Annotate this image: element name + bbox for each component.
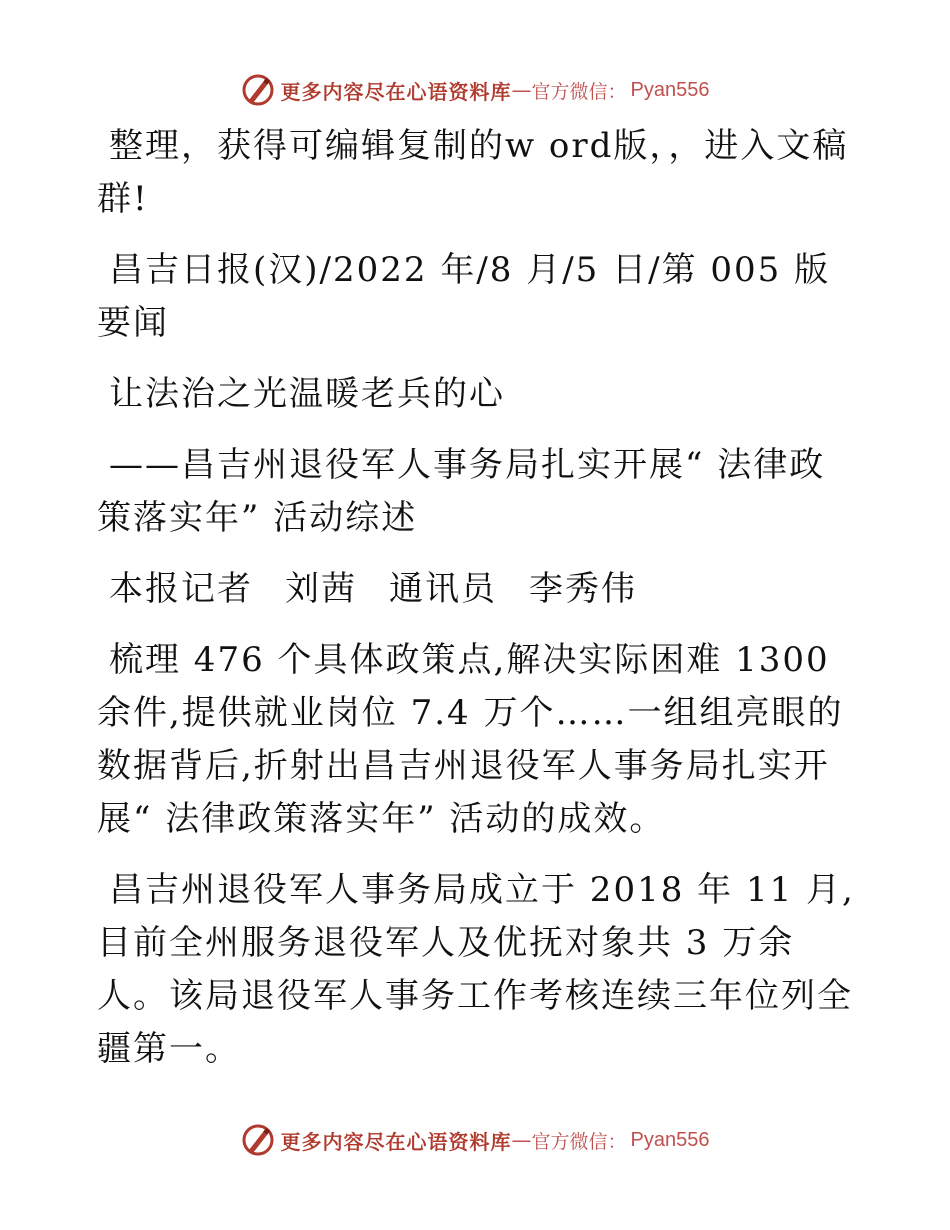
banner-wechat-id: Pyan556: [630, 1128, 710, 1151]
byline-reporter-label: 本报记者: [109, 569, 253, 609]
banner-separator: —: [511, 78, 532, 102]
source-line: 昌吉日报(汉)/2022 年/8 月/5 日/第 005 版要闻: [97, 250, 831, 343]
article-subheadline: ——昌吉州退役军人事务局扎实开展“ 法律政策落实年” 活动综述: [97, 445, 826, 538]
body-paragraph: 梳理 476 个具体政策点,解决实际困难 1300 余件,提供就业岗位 7.4 万个……一组组亮眼的数据背后,折射出昌吉州退役军人事务局扎实开展“ 法律政策落实年” 活动的成效。: [97, 640, 844, 839]
banner-separator: —: [511, 1128, 532, 1152]
article-body: [97, 120, 857, 1094]
header-banner: [0, 70, 950, 110]
footer-banner: [0, 1120, 950, 1160]
pen-logo-icon: [241, 1123, 275, 1157]
banner-title: 更多内容尽在心语资料库: [280, 79, 512, 104]
byline-correspondent-name: 李秀伟: [529, 569, 637, 609]
byline-reporter-name: 刘茜: [285, 569, 357, 609]
banner-wechat-label: 官方微信：: [531, 80, 627, 103]
article-headline: 让法治之光温暖老兵的心: [109, 374, 505, 414]
banner-wechat-id: Pyan556: [630, 78, 710, 101]
banner-title: 更多内容尽在心语资料库: [280, 1129, 512, 1154]
pen-logo-icon: [241, 73, 275, 107]
body-paragraph: 昌吉州退役军人事务局成立于 2018 年 11 月,目前全州服务退役军人及优抚对象共 3 万余人。该局退役军人事务工作考核连续三年位列全疆第一。: [97, 870, 855, 1069]
banner-wechat-label: 官方微信：: [531, 1130, 627, 1153]
byline-correspondent-label: 通讯员: [389, 569, 497, 609]
byline: [97, 563, 857, 616]
intro-text: 整理，获得可编辑复制的w ord版，，进入文稿群!: [97, 126, 849, 219]
